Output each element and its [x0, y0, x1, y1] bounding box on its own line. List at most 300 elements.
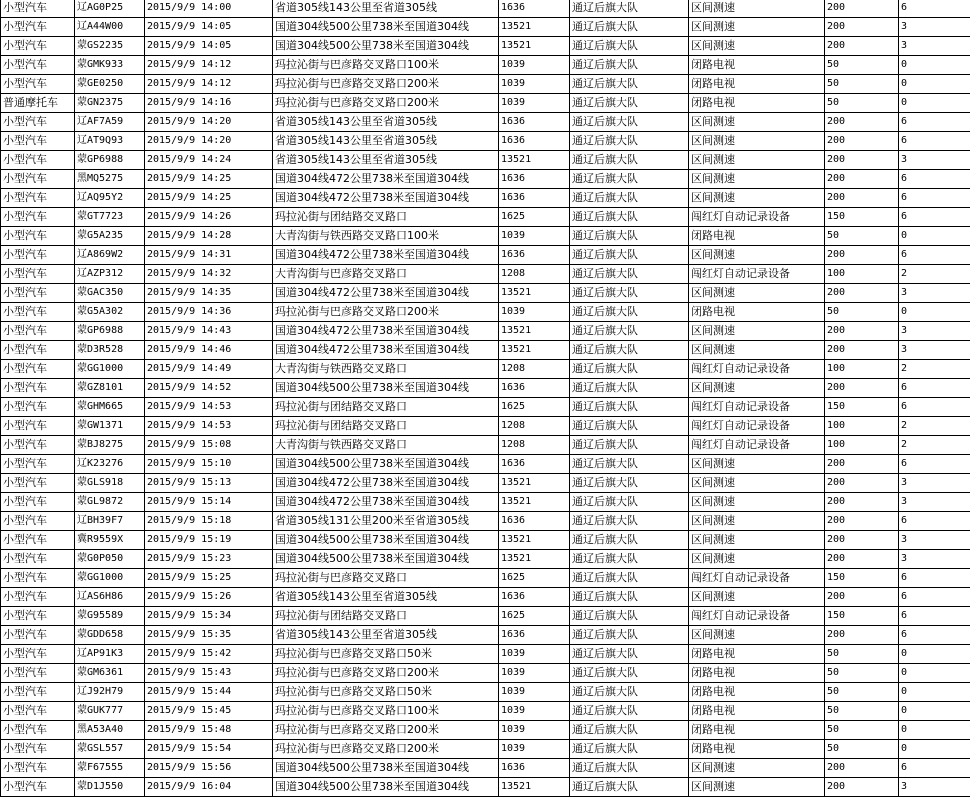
location-cell: 省道305线143公里至省道305线: [273, 151, 499, 170]
points-cell: 0: [899, 645, 970, 664]
violation-code-cell: 13521: [499, 474, 570, 493]
capture-method-cell: 闯红灯自动记录设备: [689, 436, 825, 455]
violation-code-cell: 1636: [499, 512, 570, 531]
table-row: [1, 721, 970, 740]
plate-number-cell: 黑MQ5275: [75, 170, 145, 189]
vehicle-type-cell: 小型汽车: [1, 474, 75, 493]
unit-cell: 通辽后旗大队: [570, 626, 689, 645]
fine-amount-cell: 200: [825, 0, 899, 18]
table-row: [1, 455, 970, 474]
points-cell: 6: [899, 626, 970, 645]
capture-method-cell: 区间测速: [689, 37, 825, 56]
datetime-cell: 2015/9/9 15:56: [145, 759, 273, 778]
datetime-cell: 2015/9/9 15:34: [145, 607, 273, 626]
datetime-cell: 2015/9/9 15:44: [145, 683, 273, 702]
capture-method-cell: 区间测速: [689, 151, 825, 170]
table-row: [1, 607, 970, 626]
violation-code-cell: 1636: [499, 0, 570, 18]
table-row: [1, 398, 970, 417]
fine-amount-cell: 200: [825, 493, 899, 512]
vehicle-type-cell: 小型汽车: [1, 246, 75, 265]
plate-number-cell: 蒙GHM665: [75, 398, 145, 417]
capture-method-cell: 闭路电视: [689, 645, 825, 664]
capture-method-cell: 区间测速: [689, 493, 825, 512]
datetime-cell: 2015/9/9 15:35: [145, 626, 273, 645]
table-row: [1, 37, 970, 56]
points-cell: 6: [899, 170, 970, 189]
violation-code-cell: 1625: [499, 398, 570, 417]
fine-amount-cell: 50: [825, 664, 899, 683]
violation-code-cell: 13521: [499, 341, 570, 360]
plate-number-cell: 辽K23276: [75, 455, 145, 474]
violation-code-cell: 1039: [499, 721, 570, 740]
fine-amount-cell: 200: [825, 379, 899, 398]
violation-code-cell: 1039: [499, 227, 570, 246]
table-row: [1, 588, 970, 607]
points-cell: 6: [899, 379, 970, 398]
fine-amount-cell: 200: [825, 512, 899, 531]
unit-cell: 通辽后旗大队: [570, 645, 689, 664]
fine-amount-cell: 100: [825, 265, 899, 284]
capture-method-cell: 区间测速: [689, 189, 825, 208]
capture-method-cell: 区间测速: [689, 379, 825, 398]
datetime-cell: 2015/9/9 15:13: [145, 474, 273, 493]
capture-method-cell: 闭路电视: [689, 702, 825, 721]
location-cell: 玛拉沁街与巴彦路交叉路口50米: [273, 683, 499, 702]
fine-amount-cell: 100: [825, 436, 899, 455]
table-row: [1, 626, 970, 645]
table-row: [1, 512, 970, 531]
location-cell: 国道304线472公里738米至国道304线: [273, 189, 499, 208]
points-cell: 0: [899, 683, 970, 702]
datetime-cell: 2015/9/9 15:23: [145, 550, 273, 569]
vehicle-type-cell: 小型汽车: [1, 740, 75, 759]
vehicle-type-cell: 小型汽车: [1, 56, 75, 75]
unit-cell: 通辽后旗大队: [570, 284, 689, 303]
datetime-cell: 2015/9/9 14:25: [145, 170, 273, 189]
plate-number-cell: 辽AS6H86: [75, 588, 145, 607]
points-cell: 3: [899, 284, 970, 303]
violation-code-cell: 1625: [499, 607, 570, 626]
unit-cell: 通辽后旗大队: [570, 683, 689, 702]
points-cell: 6: [899, 512, 970, 531]
violation-code-cell: 1636: [499, 113, 570, 132]
vehicle-type-cell: 小型汽车: [1, 75, 75, 94]
unit-cell: 通辽后旗大队: [570, 512, 689, 531]
datetime-cell: 2015/9/9 14:35: [145, 284, 273, 303]
violation-code-cell: 13521: [499, 37, 570, 56]
capture-method-cell: 闯红灯自动记录设备: [689, 360, 825, 379]
table-row: [1, 303, 970, 322]
plate-number-cell: 辽AP91K3: [75, 645, 145, 664]
violation-code-cell: 13521: [499, 151, 570, 170]
vehicle-type-cell: 小型汽车: [1, 683, 75, 702]
table-row: [1, 360, 970, 379]
table-row: [1, 683, 970, 702]
vehicle-type-cell: 小型汽车: [1, 569, 75, 588]
capture-method-cell: 区间测速: [689, 170, 825, 189]
plate-number-cell: 辽BH39F7: [75, 512, 145, 531]
fine-amount-cell: 200: [825, 284, 899, 303]
datetime-cell: 2015/9/9 14:46: [145, 341, 273, 360]
fine-amount-cell: 150: [825, 607, 899, 626]
unit-cell: 通辽后旗大队: [570, 18, 689, 37]
location-cell: 国道304线500公里738米至国道304线: [273, 455, 499, 474]
points-cell: 3: [899, 37, 970, 56]
datetime-cell: 2015/9/9 15:42: [145, 645, 273, 664]
plate-number-cell: 辽J92H79: [75, 683, 145, 702]
table-row: [1, 474, 970, 493]
location-cell: 玛拉沁街与团结路交叉路口: [273, 398, 499, 417]
location-cell: 玛拉沁街与巴彦路交叉路口200米: [273, 303, 499, 322]
violation-code-cell: 1636: [499, 588, 570, 607]
violation-code-cell: 1636: [499, 170, 570, 189]
vehicle-type-cell: 小型汽车: [1, 664, 75, 683]
vehicle-type-cell: 小型汽车: [1, 759, 75, 778]
fine-amount-cell: 200: [825, 170, 899, 189]
datetime-cell: 2015/9/9 14:24: [145, 151, 273, 170]
vehicle-type-cell: 小型汽车: [1, 455, 75, 474]
unit-cell: 通辽后旗大队: [570, 474, 689, 493]
vehicle-type-cell: 小型汽车: [1, 189, 75, 208]
datetime-cell: 2015/9/9 14:05: [145, 18, 273, 37]
table-row: [1, 417, 970, 436]
plate-number-cell: 蒙G95589: [75, 607, 145, 626]
location-cell: 国道304线500公里738米至国道304线: [273, 531, 499, 550]
datetime-cell: 2015/9/9 14:32: [145, 265, 273, 284]
unit-cell: 通辽后旗大队: [570, 341, 689, 360]
unit-cell: 通辽后旗大队: [570, 778, 689, 797]
points-cell: 2: [899, 265, 970, 284]
violation-code-cell: 1039: [499, 664, 570, 683]
vehicle-type-cell: 普通摩托车: [1, 94, 75, 113]
datetime-cell: 2015/9/9 14:12: [145, 75, 273, 94]
capture-method-cell: 闭路电视: [689, 683, 825, 702]
unit-cell: 通辽后旗大队: [570, 531, 689, 550]
plate-number-cell: 蒙GP6988: [75, 322, 145, 341]
points-cell: 0: [899, 227, 970, 246]
datetime-cell: 2015/9/9 15:54: [145, 740, 273, 759]
datetime-cell: 2015/9/9 15:08: [145, 436, 273, 455]
fine-amount-cell: 50: [825, 683, 899, 702]
violation-code-cell: 1039: [499, 75, 570, 94]
location-cell: 国道304线500公里738米至国道304线: [273, 759, 499, 778]
fine-amount-cell: 200: [825, 37, 899, 56]
violation-code-cell: 1039: [499, 303, 570, 322]
capture-method-cell: 闯红灯自动记录设备: [689, 265, 825, 284]
unit-cell: 通辽后旗大队: [570, 588, 689, 607]
points-cell: 0: [899, 75, 970, 94]
points-cell: 0: [899, 303, 970, 322]
fine-amount-cell: 200: [825, 531, 899, 550]
points-cell: 3: [899, 531, 970, 550]
plate-number-cell: 蒙GP6988: [75, 151, 145, 170]
location-cell: 国道304线472公里738米至国道304线: [273, 284, 499, 303]
unit-cell: 通辽后旗大队: [570, 151, 689, 170]
datetime-cell: 2015/9/9 14:36: [145, 303, 273, 322]
datetime-cell: 2015/9/9 14:28: [145, 227, 273, 246]
location-cell: 大青沟街与巴彦路交叉路口: [273, 265, 499, 284]
unit-cell: 通辽后旗大队: [570, 664, 689, 683]
violation-code-cell: 13521: [499, 531, 570, 550]
plate-number-cell: 黑A53A40: [75, 721, 145, 740]
datetime-cell: 2015/9/9 14:52: [145, 379, 273, 398]
datetime-cell: 2015/9/9 14:31: [145, 246, 273, 265]
capture-method-cell: 闯红灯自动记录设备: [689, 569, 825, 588]
capture-method-cell: 闯红灯自动记录设备: [689, 417, 825, 436]
unit-cell: 通辽后旗大队: [570, 379, 689, 398]
location-cell: 国道304线500公里738米至国道304线: [273, 550, 499, 569]
unit-cell: 通辽后旗大队: [570, 246, 689, 265]
location-cell: 玛拉沁街与巴彦路交叉路口200米: [273, 721, 499, 740]
table-row: [1, 208, 970, 227]
location-cell: 玛拉沁街与巴彦路交叉路口200米: [273, 75, 499, 94]
unit-cell: 通辽后旗大队: [570, 56, 689, 75]
plate-number-cell: 蒙GN2375: [75, 94, 145, 113]
violation-code-cell: 1636: [499, 189, 570, 208]
violation-code-cell: 1625: [499, 569, 570, 588]
vehicle-type-cell: 小型汽车: [1, 512, 75, 531]
capture-method-cell: 区间测速: [689, 550, 825, 569]
datetime-cell: 2015/9/9 15:25: [145, 569, 273, 588]
vehicle-type-cell: 小型汽车: [1, 151, 75, 170]
location-cell: 玛拉沁街与巴彦路交叉路口200米: [273, 94, 499, 113]
points-cell: 0: [899, 721, 970, 740]
datetime-cell: 2015/9/9 15:18: [145, 512, 273, 531]
points-cell: 3: [899, 493, 970, 512]
plate-number-cell: 辽AF7A59: [75, 113, 145, 132]
datetime-cell: 2015/9/9 14:00: [145, 0, 273, 18]
location-cell: 玛拉沁街与巴彦路交叉路口200米: [273, 740, 499, 759]
fine-amount-cell: 200: [825, 151, 899, 170]
table-row: [1, 265, 970, 284]
violation-code-cell: 1039: [499, 740, 570, 759]
capture-method-cell: 区间测速: [689, 626, 825, 645]
fine-amount-cell: 150: [825, 398, 899, 417]
plate-number-cell: 蒙G5A235: [75, 227, 145, 246]
fine-amount-cell: 50: [825, 645, 899, 664]
vehicle-type-cell: 小型汽车: [1, 227, 75, 246]
unit-cell: 通辽后旗大队: [570, 265, 689, 284]
unit-cell: 通辽后旗大队: [570, 37, 689, 56]
fine-amount-cell: 200: [825, 759, 899, 778]
table-row: [1, 778, 970, 797]
table-row: [1, 493, 970, 512]
table-row: [1, 0, 970, 18]
vehicle-type-cell: 小型汽车: [1, 37, 75, 56]
violation-code-cell: 1039: [499, 683, 570, 702]
location-cell: 省道305线143公里至省道305线: [273, 626, 499, 645]
capture-method-cell: 闯红灯自动记录设备: [689, 607, 825, 626]
table-row: [1, 664, 970, 683]
datetime-cell: 2015/9/9 14:25: [145, 189, 273, 208]
capture-method-cell: 闯红灯自动记录设备: [689, 398, 825, 417]
location-cell: 省道305线131公里200米至省道305线: [273, 512, 499, 531]
location-cell: 国道304线472公里738米至国道304线: [273, 322, 499, 341]
datetime-cell: 2015/9/9 14:20: [145, 113, 273, 132]
capture-method-cell: 闭路电视: [689, 664, 825, 683]
violation-code-cell: 1039: [499, 645, 570, 664]
points-cell: 6: [899, 398, 970, 417]
vehicle-type-cell: 小型汽车: [1, 379, 75, 398]
capture-method-cell: 区间测速: [689, 778, 825, 797]
capture-method-cell: 区间测速: [689, 322, 825, 341]
datetime-cell: 2015/9/9 15:45: [145, 702, 273, 721]
datetime-cell: 2015/9/9 15:43: [145, 664, 273, 683]
location-cell: 大青沟街与铁西路交叉路口100米: [273, 227, 499, 246]
unit-cell: 通辽后旗大队: [570, 607, 689, 626]
points-cell: 3: [899, 474, 970, 493]
unit-cell: 通辽后旗大队: [570, 550, 689, 569]
violation-code-cell: 1039: [499, 56, 570, 75]
vehicle-type-cell: 小型汽车: [1, 550, 75, 569]
plate-number-cell: 蒙GSL557: [75, 740, 145, 759]
points-cell: 3: [899, 778, 970, 797]
plate-number-cell: 蒙GW1371: [75, 417, 145, 436]
fine-amount-cell: 150: [825, 208, 899, 227]
datetime-cell: 2015/9/9 14:43: [145, 322, 273, 341]
plate-number-cell: 蒙F67555: [75, 759, 145, 778]
plate-number-cell: 辽AQ95Y2: [75, 189, 145, 208]
points-cell: 3: [899, 341, 970, 360]
points-cell: 0: [899, 94, 970, 113]
fine-amount-cell: 50: [825, 75, 899, 94]
unit-cell: 通辽后旗大队: [570, 740, 689, 759]
capture-method-cell: 区间测速: [689, 246, 825, 265]
capture-method-cell: 区间测速: [689, 474, 825, 493]
points-cell: 6: [899, 588, 970, 607]
violation-code-cell: 1636: [499, 246, 570, 265]
capture-method-cell: 闯红灯自动记录设备: [689, 208, 825, 227]
plate-number-cell: 蒙D3R528: [75, 341, 145, 360]
location-cell: 玛拉沁街与团结路交叉路口: [273, 607, 499, 626]
fine-amount-cell: 50: [825, 56, 899, 75]
fine-amount-cell: 200: [825, 18, 899, 37]
table-row: [1, 18, 970, 37]
capture-method-cell: 区间测速: [689, 113, 825, 132]
violation-code-cell: 1636: [499, 132, 570, 151]
plate-number-cell: 辽AG0P25: [75, 0, 145, 18]
location-cell: 省道305线143公里至省道305线: [273, 0, 499, 18]
location-cell: 玛拉沁街与团结路交叉路口: [273, 208, 499, 227]
unit-cell: 通辽后旗大队: [570, 759, 689, 778]
location-cell: 玛拉沁街与巴彦路交叉路口100米: [273, 702, 499, 721]
plate-number-cell: 蒙GUK777: [75, 702, 145, 721]
unit-cell: 通辽后旗大队: [570, 227, 689, 246]
table-row: [1, 113, 970, 132]
violation-code-cell: 13521: [499, 778, 570, 797]
location-cell: 大青沟街与铁西路交叉路口: [273, 360, 499, 379]
vehicle-type-cell: 小型汽车: [1, 721, 75, 740]
points-cell: 2: [899, 436, 970, 455]
plate-number-cell: 蒙GM6361: [75, 664, 145, 683]
vehicle-type-cell: 小型汽车: [1, 588, 75, 607]
datetime-cell: 2015/9/9 15:14: [145, 493, 273, 512]
points-cell: 0: [899, 664, 970, 683]
fine-amount-cell: 50: [825, 740, 899, 759]
table-row: [1, 75, 970, 94]
capture-method-cell: 闭路电视: [689, 56, 825, 75]
unit-cell: 通辽后旗大队: [570, 322, 689, 341]
violation-code-cell: 13521: [499, 550, 570, 569]
location-cell: 国道304线472公里738米至国道304线: [273, 493, 499, 512]
points-cell: 6: [899, 607, 970, 626]
violation-code-cell: 1636: [499, 759, 570, 778]
plate-number-cell: 蒙GZ8101: [75, 379, 145, 398]
unit-cell: 通辽后旗大队: [570, 493, 689, 512]
unit-cell: 通辽后旗大队: [570, 702, 689, 721]
capture-method-cell: 闭路电视: [689, 303, 825, 322]
plate-number-cell: 蒙GLS918: [75, 474, 145, 493]
fine-amount-cell: 200: [825, 341, 899, 360]
table-row: [1, 132, 970, 151]
fine-amount-cell: 100: [825, 360, 899, 379]
location-cell: 省道305线143公里至省道305线: [273, 588, 499, 607]
plate-number-cell: 蒙GG1000: [75, 569, 145, 588]
capture-method-cell: 区间测速: [689, 588, 825, 607]
fine-amount-cell: 200: [825, 455, 899, 474]
unit-cell: 通辽后旗大队: [570, 436, 689, 455]
table-row: [1, 246, 970, 265]
table-body: [1, 0, 970, 797]
plate-number-cell: 蒙GMK933: [75, 56, 145, 75]
unit-cell: 通辽后旗大队: [570, 417, 689, 436]
violation-code-cell: 1208: [499, 436, 570, 455]
vehicle-type-cell: 小型汽车: [1, 493, 75, 512]
unit-cell: 通辽后旗大队: [570, 360, 689, 379]
violation-code-cell: 1208: [499, 360, 570, 379]
table-row: [1, 759, 970, 778]
points-cell: 0: [899, 740, 970, 759]
fine-amount-cell: 200: [825, 132, 899, 151]
fine-amount-cell: 200: [825, 474, 899, 493]
location-cell: 省道305线143公里至省道305线: [273, 132, 499, 151]
plate-number-cell: 蒙D1J550: [75, 778, 145, 797]
table-row: [1, 569, 970, 588]
plate-number-cell: 蒙G0P050: [75, 550, 145, 569]
fine-amount-cell: 100: [825, 417, 899, 436]
vehicle-type-cell: 小型汽车: [1, 18, 75, 37]
datetime-cell: 2015/9/9 14:49: [145, 360, 273, 379]
capture-method-cell: 区间测速: [689, 455, 825, 474]
datetime-cell: 2015/9/9 15:19: [145, 531, 273, 550]
points-cell: 6: [899, 0, 970, 18]
capture-method-cell: 区间测速: [689, 531, 825, 550]
unit-cell: 通辽后旗大队: [570, 569, 689, 588]
vehicle-type-cell: 小型汽车: [1, 436, 75, 455]
points-cell: 6: [899, 569, 970, 588]
vehicle-type-cell: 小型汽车: [1, 417, 75, 436]
unit-cell: 通辽后旗大队: [570, 398, 689, 417]
vehicle-type-cell: 小型汽车: [1, 322, 75, 341]
table-row: [1, 645, 970, 664]
table-row: [1, 436, 970, 455]
fine-amount-cell: 200: [825, 588, 899, 607]
violation-code-cell: 13521: [499, 284, 570, 303]
capture-method-cell: 区间测速: [689, 512, 825, 531]
vehicle-type-cell: 小型汽车: [1, 284, 75, 303]
unit-cell: 通辽后旗大队: [570, 0, 689, 18]
table-row: [1, 170, 970, 189]
vehicle-type-cell: 小型汽车: [1, 398, 75, 417]
points-cell: 6: [899, 455, 970, 474]
unit-cell: 通辽后旗大队: [570, 75, 689, 94]
points-cell: 3: [899, 322, 970, 341]
fine-amount-cell: 200: [825, 322, 899, 341]
table-row: [1, 56, 970, 75]
vehicle-type-cell: 小型汽车: [1, 170, 75, 189]
unit-cell: 通辽后旗大队: [570, 113, 689, 132]
